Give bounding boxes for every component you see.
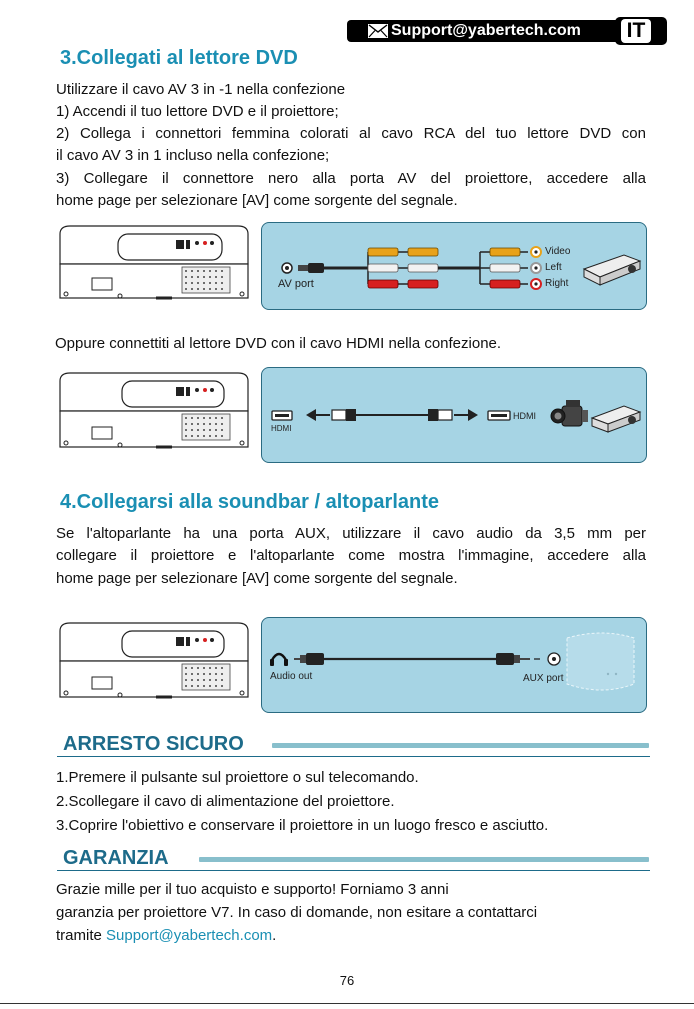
warranty-line-3: [56, 925, 276, 947]
left-label: Left: [545, 262, 562, 273]
right-label: Right: [545, 278, 569, 289]
camcorder-icon: [551, 400, 588, 426]
dvd-line-3: 2) Collega i connettori femmina colorati al cavo RCA del tuo lettore DVD con: [56, 125, 646, 142]
mail-icon: [368, 24, 388, 38]
dvd-paragraph: [56, 123, 646, 212]
support-email-link[interactable]: Support@yabertech.com: [106, 927, 273, 944]
aux-port-label: AUX port: [523, 673, 564, 684]
dvd-line-1: Utilizzare il cavo AV 3 in -1 nella confezione: [56, 81, 346, 98]
shutdown-title-rule: [57, 756, 650, 757]
warranty-line-3-suffix: .: [272, 927, 277, 944]
section-shutdown-title: ARRESTO SICURO: [63, 733, 244, 755]
dvd-line-2: 1) Accendi il tuo lettore DVD e il proiettore;: [56, 103, 339, 120]
warranty-line-1: Grazie mille per il tuo acquisto e supporto! Forniamo 3 anni: [56, 881, 449, 898]
av-cable-drawing: [262, 223, 646, 309]
dvd-player-icon: [584, 255, 640, 285]
soundbar-line-3: home page per selezionare [AV] come sorgente del segnale.: [56, 569, 458, 587]
projector-image-2: [56, 367, 252, 457]
warranty-line-2: garanzia per proiettore V7. In caso di domande, non esitare a contattarci: [56, 904, 538, 921]
hdmi-text: Oppure connettiti al lettore DVD con il cavo HDMI nella confezione.: [55, 335, 502, 352]
warranty-title-bar: [199, 857, 649, 862]
soundbar-paragraph: [56, 523, 646, 590]
language-code: IT: [621, 19, 651, 43]
shutdown-item-3: 3.Coprire l'obiettivo e conservare il proiettore in un luogo fresco e asciutto.: [56, 817, 549, 834]
dvd-line-4: il cavo AV 3 in 1 incluso nella confezione;: [56, 147, 330, 165]
footer-rule: [0, 1003, 694, 1004]
shutdown-item-1: 1.Premere il pulsante sul proiettore o sul telecomando.: [56, 769, 419, 786]
audio-out-label: Audio out: [270, 671, 313, 682]
projector-image-1: [56, 222, 252, 308]
dvd-line-5: 3) Collegare il connettore nero alla porta AV del proiettore, accedere alla: [56, 169, 646, 187]
section-soundbar-title: 4.Collegarsi alla soundbar / altoparlante: [60, 491, 439, 513]
section-warranty-title: GARANZIA: [63, 847, 169, 869]
section-dvd-title: 3.Collegati al lettore DVD: [60, 47, 298, 69]
projector-icon: [592, 406, 640, 432]
page-number: 76: [339, 973, 355, 988]
soundbar-line-2: collegare il proiettore e l'altoparlante come mostra l'immagine, accedere alla: [56, 547, 646, 565]
shutdown-title-bar: [272, 743, 649, 748]
audio-cable-diagram: [261, 617, 647, 713]
support-email[interactable]: Support@yabertech.com: [391, 22, 581, 39]
hdmi-left-label: HDMI: [271, 424, 292, 433]
shutdown-item-2: 2.Scollegare il cavo di alimentazione del proiettore.: [56, 793, 395, 810]
warranty-line-3-prefix: tramite: [56, 927, 107, 944]
audio-cable-drawing: [262, 618, 646, 712]
soundbar-line-1: Se l'altoparlante ha una porta AUX, utilizzare il cavo audio da 3,5 mm per: [56, 525, 646, 542]
av-cable-diagram: [261, 222, 647, 310]
av-port-label: AV port: [278, 278, 314, 290]
projector-image-3: [56, 617, 252, 707]
hdmi-right-label: HDMI: [513, 411, 536, 421]
hdmi-cable-diagram: [261, 367, 647, 463]
headphones-icon: [270, 654, 288, 666]
support-header: [347, 17, 668, 45]
warranty-title-rule: [57, 870, 650, 871]
dvd-line-6: home page per selezionare [AV] come sorgente del segnale.: [56, 191, 458, 209]
language-badge: [615, 17, 667, 45]
hdmi-cable-drawing: [262, 368, 646, 462]
speaker-icon: [567, 633, 634, 690]
video-label: Video: [545, 246, 571, 257]
